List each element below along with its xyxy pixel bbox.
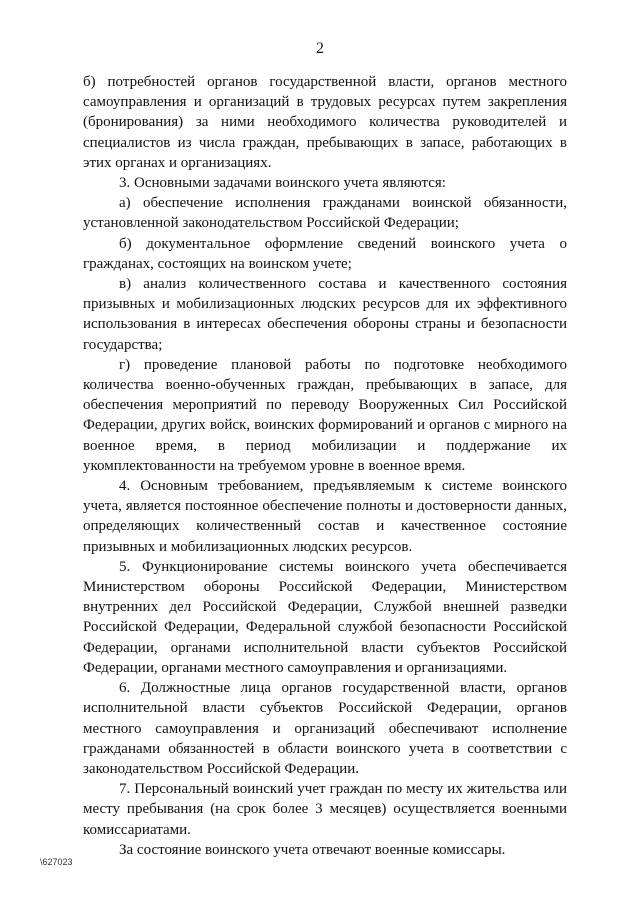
paragraph-7: 7. Персональный воинский учет граждан по месту их жительства или месту пребывания (на срок более 3 месяцев) осуществляется военными комиссариатами.: [83, 781, 567, 838]
paragraph-3a: а) обеспечение исполнения гражданами воинской обязанности, установленной законодательством Российской Федерации;: [83, 195, 567, 232]
document-code: \627023: [40, 857, 73, 867]
document-body: [83, 72, 567, 860]
paragraph-3b: б) документальное оформление сведений воинского учета о гражданах, состоящих на воинском учете;: [83, 235, 567, 272]
paragraph-3g: г) проведение плановой работы по подготовке необходимого количества военно-обученных граждан, пребывающих в запасе, для обеспечения мероприятий по переводу Вооруженных Сил Российской Федерации, других войск, воинских формирований и органов с мирного на военное время, в период мобилизации и поддержание их укомплектованности на требуемом уровне в военное время.: [83, 356, 567, 474]
paragraph-5: 5. Функционирование системы воинского учета обеспечивается Министерством обороны Российской Федерации, Министерством внутренних дел Российской Федерации, Службой внешней разведки Российской Федерации, Федеральной службой безопасности Российской Федерации, органами исполнительной власти субъектов Российской Федерации, органами местного самоуправления и организациями.: [83, 558, 567, 676]
page-number: 2: [316, 40, 324, 57]
paragraph-6: 6. Должностные лица органов государственной власти, органов исполнительной власти субъектов Российской Федерации, органов местного самоуправления и организаций обеспечивают исполнение гражданами обязанностей в области воинского учета в соответствии с законодательством Российской Федерации.: [83, 680, 567, 777]
paragraph-3-heading: 3. Основными задачами воинского учета являются:: [119, 175, 446, 192]
paragraph-3v: в) анализ количественного состава и качественного состояния призывных и мобилизационных людских ресурсов для их эффективного использования в интересах обеспечения обороны страны и безопасности государства;: [83, 276, 567, 353]
paragraph-1b-continuation: б) потребностей органов государственной власти, органов местного самоуправления и организаций в трудовых ресурсах путем закрепления (бронирования) за ними необходимого количества руководителей и специалистов из числа граждан, пребывающих в запасе, работающих в этих органах и организациях.: [83, 74, 567, 171]
paragraph-closing: За состояние воинского учета отвечают военные комиссары.: [119, 841, 506, 858]
paragraph-4: 4. Основным требованием, предъявляемым к системе воинского учета, является постоянное обеспечение полноты и достоверности данных, определяющих количественный состав и качественное состояние призывных и мобилизационных людских ресурсов.: [83, 478, 567, 555]
